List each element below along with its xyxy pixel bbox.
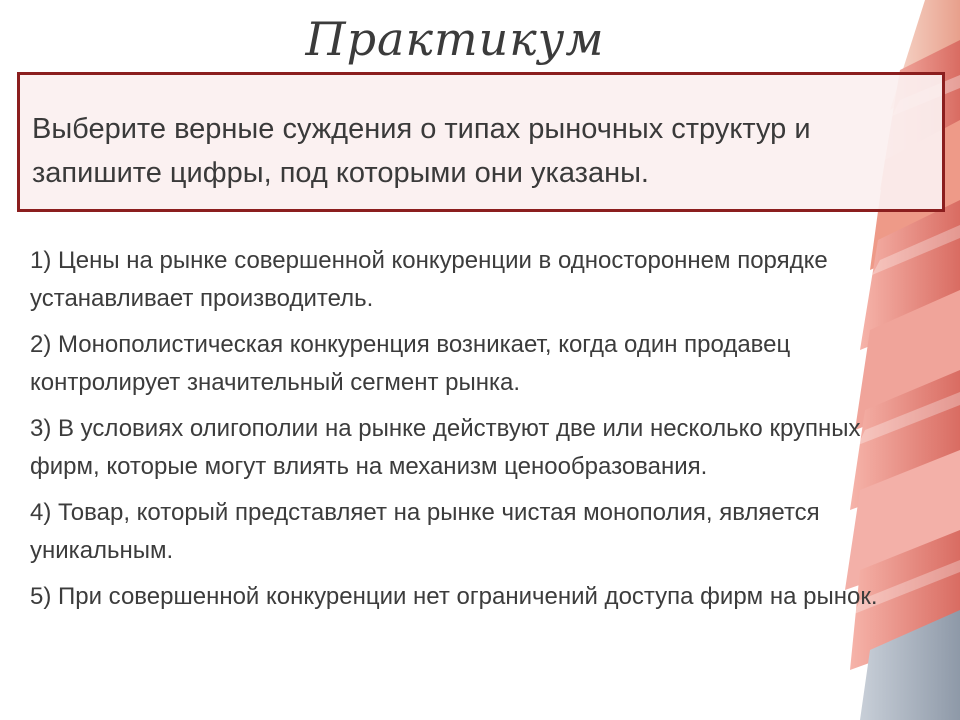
statement-4: 4) Товар, который представляет на рынке чистая монополия, является уникальным. bbox=[30, 499, 820, 564]
statement-3: 3) В условиях олигополии на рынке действуют две или несколько крупных фирм, которые могут влиять на механизм ценообразования. bbox=[30, 415, 861, 480]
statement-1: 1) Цены на рынке совершенной конкуренции в одностороннем порядке устанавливает производитель. bbox=[30, 247, 828, 312]
statement-5: 5) При совершенной конкуренции нет ограничений доступа фирм на рынок. bbox=[30, 583, 878, 610]
statement-list bbox=[30, 242, 900, 624]
task-instruction: Выберите верные суждения о типах рыночных структур и запишите цифры, под которыми они указаны. bbox=[32, 113, 811, 189]
slide-title: Практикум bbox=[305, 12, 605, 66]
task-box bbox=[17, 72, 945, 212]
statement-2: 2) Монополистическая конкуренция возникает, когда один продавец контролирует значительный сегмент рынка. bbox=[30, 331, 791, 396]
